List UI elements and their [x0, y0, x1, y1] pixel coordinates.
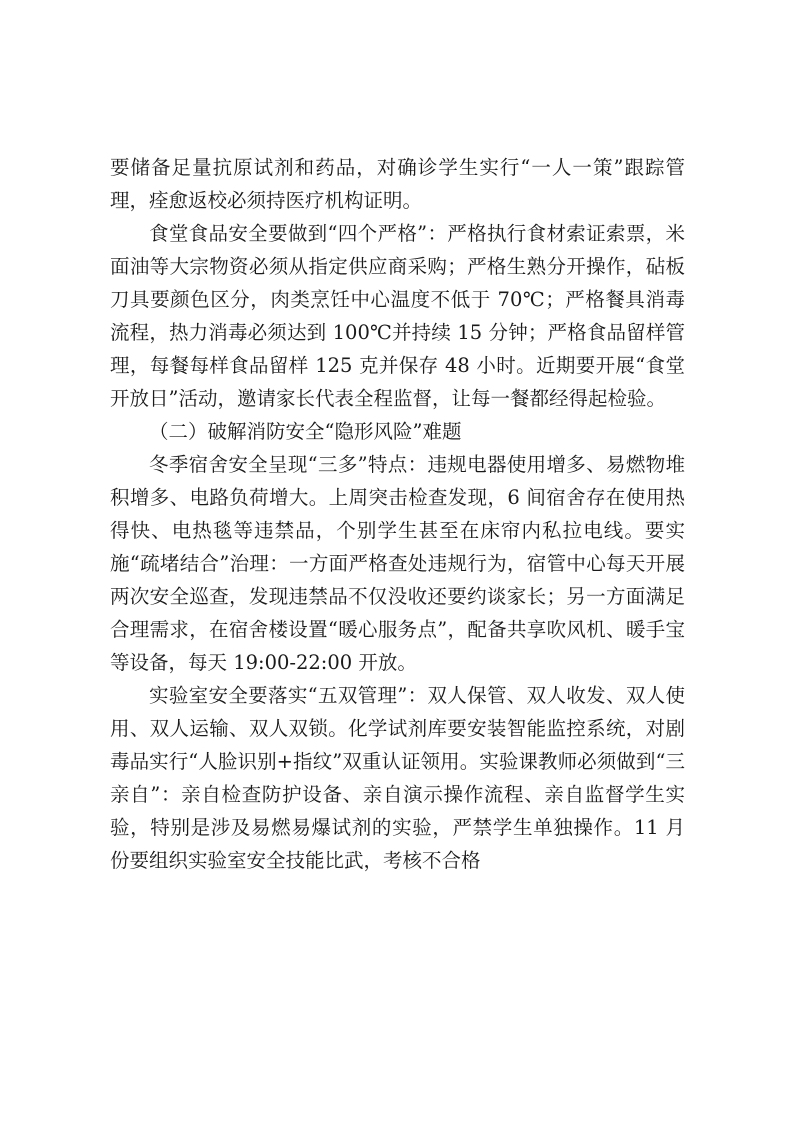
paragraph-continuation: 要储备足量抗原试剂和药品，对确诊学生实行“一人一策”跟踪管理，痊愈返校必须持医疗机构证明。 — [110, 156, 685, 212]
paragraph-laboratory-safety: 实验室安全要落实“五双管理”：双人保管、双人收发、双人使用、双人运输、双人双锁。化学试剂库要安装智能监控系统，对剧毒品实行“人脸识别+指纹”双重认证领用。实验课教师必须做到“三亲自”：亲自检查防护设备、亲自演示操作流程、亲自监督学生实验，特别是涉及易燃易爆试剂的实验，严禁学生单独操作。11 月份要组织实验室安全技能比武，考核不合格 — [110, 684, 685, 872]
paragraph-dormitory-safety: 冬季宿舍安全呈现“三多”特点：违规电器使用增多、易燃物堆积增多、电路负荷增大。上周突击检查发现，6 间宿舍存在使用热得快、电热毯等违禁品，个别学生甚至在床帘内私拉电线。要实施“疏堵结合”治理：一方面严格查处违规行为，宿管中心每天开展两次安全巡查，发现违禁品不仅没收还要约谈家长；另一方面满足合理需求，在宿舍楼设置“暖心服务点”，配备共享吹风机、暖手宝等设备，每天 19:00-22:00 开放。 — [110, 453, 685, 674]
paragraph-canteen-safety: 食堂食品安全要做到“四个严格”：严格执行食材索证索票，米面油等大宗物资必须从指定供应商采购；严格生熟分开操作，砧板刀具要颜色区分，肉类烹饪中心温度不低于 70℃；严格餐具消毒流程，热力消毒必须达到 100℃并持续 15 分钟；严格食品留样管理，每餐每样食品留样 125 克并保存 48 小时。近期要开展“食堂开放日”活动，邀请家长代表全程监督，让每一餐都经得起检验。 — [110, 222, 685, 410]
section-heading-fire-safety: （二）破解消防安全“隐形风险”难题 — [149, 420, 462, 443]
document-body — [110, 151, 685, 877]
